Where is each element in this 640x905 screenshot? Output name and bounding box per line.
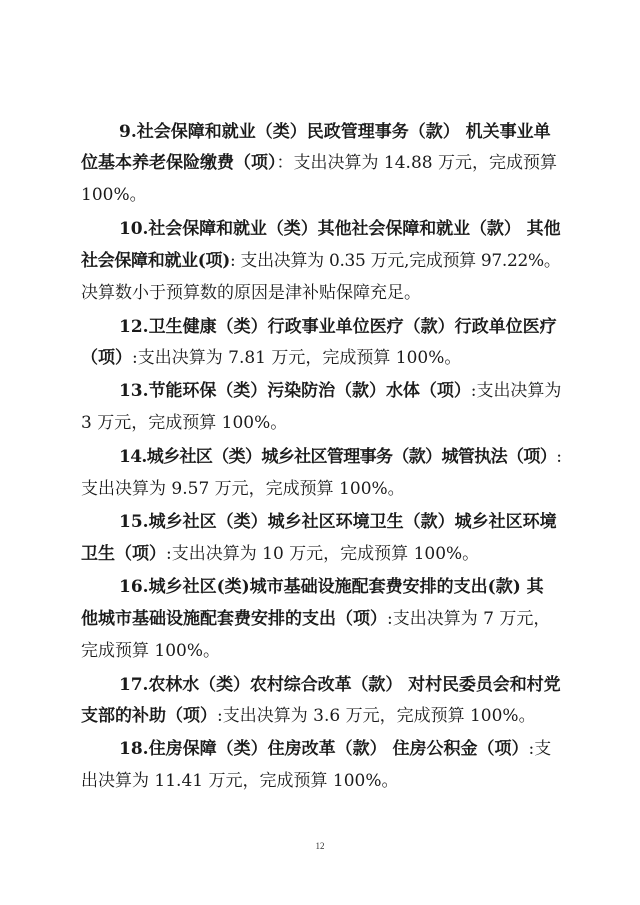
text-segment: :支出决算为 7 万元，	[387, 609, 551, 629]
paragraph-7-line-1	[119, 577, 561, 597]
text-segment: 卫生（项）	[81, 544, 166, 564]
text-segment: 15.城乡社区（类）城乡社区环境卫生（款）城乡社区环境	[119, 512, 557, 532]
text-segment: 位基本养老保险缴费（项）	[81, 153, 277, 173]
text-segment: 10.社会保障和就业（类）其他社会保障和就业（款） 其他	[119, 219, 561, 239]
text-segment: 100%。	[81, 185, 147, 205]
paragraph-3-line-2	[81, 348, 561, 368]
paragraph-8-line-1	[119, 675, 561, 695]
paragraph-2-line-1	[119, 219, 561, 239]
paragraph-8-line-2	[81, 706, 561, 726]
text-segment: : 支出决算为 0.35 万元,完成预算 97.22%。	[229, 251, 561, 271]
paragraph-5-line-2	[81, 479, 561, 499]
paragraph-6-line-1	[119, 512, 561, 532]
text-segment: 14.城乡社区（类）城乡社区管理事务（款）城管执法（项）	[119, 447, 557, 467]
paragraph-5-line-1	[119, 447, 561, 467]
text-segment: :支出决算为 3.6 万元，完成预算 100%。	[217, 706, 536, 726]
paragraph-2-line-3	[81, 283, 561, 303]
paragraph-2-line-2	[81, 251, 561, 271]
text-segment: 18.住房保障（类）住房改革（款） 住房公积金（项）	[119, 739, 529, 759]
text-segment: （项）	[81, 348, 132, 368]
text-segment: :支出决算为	[470, 381, 562, 401]
text-segment: 出决算为 11.41 万元，完成预算 100%。	[81, 771, 399, 791]
text-segment: :	[556, 447, 562, 467]
text-segment: 13.节能环保（类）污染防治（款）水体（项）	[119, 381, 471, 401]
page-number: 12	[315, 841, 325, 851]
text-segment: 支出决算为 9.57 万元，完成预算 100%。	[81, 479, 405, 499]
paragraph-9-line-1	[119, 739, 561, 759]
text-segment: 12.卫生健康（类）行政事业单位医疗（款）行政单位医疗	[119, 317, 557, 337]
paragraph-7-line-3	[81, 641, 561, 661]
text-segment: :支	[528, 739, 552, 759]
paragraph-1-line-2	[81, 153, 561, 173]
paragraph-9-line-2	[81, 771, 561, 791]
text-segment: :支出决算为 10 万元，完成预算 100%。	[166, 544, 480, 564]
text-segment: 17.农林水（类）农村综合改革（款） 对村民委员会和村党	[119, 675, 561, 695]
paragraph-3-line-1	[119, 317, 561, 337]
paragraph-1-line-3	[81, 185, 561, 205]
text-segment: 9.社会保障和就业（类）民政管理事务（款） 机关事业单	[119, 122, 551, 142]
paragraph-1-line-1	[119, 122, 561, 142]
paragraph-6-line-2	[81, 544, 561, 564]
paragraph-4-line-1	[119, 381, 561, 401]
text-segment: ：支出决算为 14.88 万元，完成预算	[276, 153, 557, 173]
paragraph-4-line-2	[81, 413, 561, 433]
text-segment: 决算数小于预算数的原因是津补贴保障充足。	[81, 283, 421, 303]
text-segment: 3 万元，完成预算 100%。	[81, 413, 288, 433]
paragraph-7-line-2	[81, 609, 561, 629]
text-segment: 支部的补助（项）	[81, 706, 217, 726]
text-segment: 社会保障和就业(项)	[81, 251, 230, 271]
text-segment: 完成预算 100%。	[81, 641, 221, 661]
text-segment: :支出决算为 7.81 万元，完成预算 100%。	[132, 348, 462, 368]
text-segment: 他城市基础设施配套费安排的支出（项）	[81, 609, 387, 629]
text-segment: 16.城乡社区(类)城市基础设施配套费安排的支出(款) 其	[119, 577, 544, 597]
